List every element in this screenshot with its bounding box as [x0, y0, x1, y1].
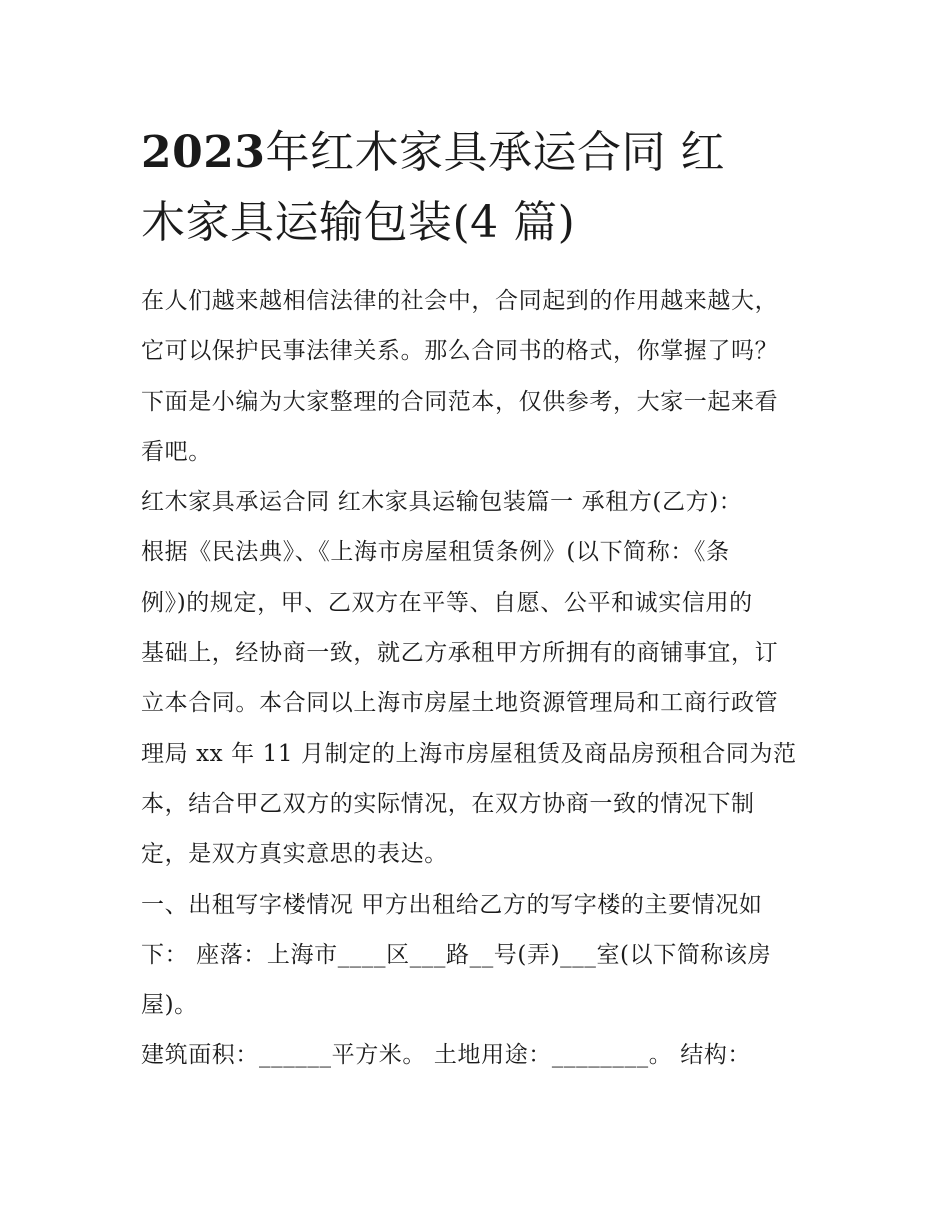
clause-1-line: 下： 座落：上海市____区___路__号(弄)___室(以下简称该房 [141, 941, 772, 968]
intro-line: 看吧。 [141, 438, 212, 465]
section-heading-paragraph [141, 477, 821, 527]
intro-line: 下面是小编为大家整理的合同范本，仅供参考，大家一起来看 [141, 388, 779, 415]
intro-line: 在人们越来越相信法律的社会中，合同起到的作用越来越大， [141, 288, 779, 314]
basis-line: 本，结合甲乙双方的实际情况，在双方协商一致的情况下制 [141, 790, 755, 817]
basis-line: 根据《民法典》、《上海市房屋租赁条例》(以下简称：《条 [141, 539, 730, 566]
basis-line: 基础上，经协商一致，就乙方承租甲方所拥有的商铺事宜，订 [141, 640, 779, 667]
section-heading: 红木家具承运合同 红木家具运输包装篇一 承租方(乙方)： [141, 489, 743, 516]
document-page [141, 118, 821, 1081]
basis-line: 例》)的规定，甲、乙双方在平等、自愿、公平和诚实信用的 [141, 589, 753, 616]
basis-line: 理局 xx 年 11 月制定的上海市房屋租赁及商品房预租合同为范 [141, 740, 797, 767]
document-title [141, 118, 821, 258]
clause-1-line: 一、出租写字楼情况 甲方出租给乙方的写字楼的主要情况如 [141, 891, 763, 918]
clause-1-line: 屋)。 [141, 992, 198, 1019]
area-line: 建筑面积：______平方米。 土地用途：________。 结构： [141, 1042, 752, 1069]
basis-line: 立本合同。本合同以上海市房屋土地资源管理局和工商行政管 [141, 690, 779, 717]
intro-line: 它可以保护民事法律关系。那么合同书的格式，你掌握了吗？ [141, 338, 779, 365]
title-line-1 [141, 118, 821, 188]
title-year: 2023 [141, 127, 266, 178]
clause-1-paragraph [141, 880, 821, 1031]
basis-line: 定，是双方真实意思的表达。 [141, 841, 448, 868]
intro-paragraph [141, 276, 821, 477]
title-line-1-text: 年红木家具承运合同 红 [265, 127, 725, 178]
area-paragraph [141, 1030, 821, 1080]
basis-paragraph [141, 527, 821, 879]
title-line-2: 木家具运输包装(4 篇) [141, 197, 576, 248]
document-body [141, 276, 821, 1081]
